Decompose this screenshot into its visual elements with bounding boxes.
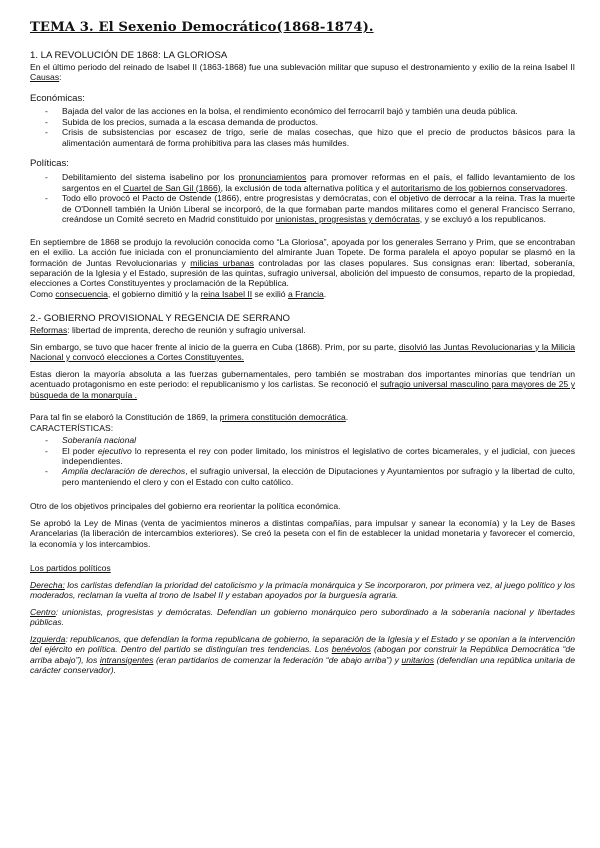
caracteristicas-label: CARACTERÍSTICAS: <box>30 422 114 433</box>
section-1-heading: 1. LA REVOLUCIÓN DE 1868: LA GLORIOSA <box>30 50 228 62</box>
centro-paragraph: Centro: unionistas, progresistas y demócratas. Defendían un gobierno monárquico pero subordinado a la soberanía nacional y libertades públicas. <box>30 606 575 628</box>
economicas-list <box>30 106 575 148</box>
mayoria-paragraph: Estas dieron la mayoría absoluta a las fuerzas gubernamentales, pero también se mostraban dos importantes minorías que tendrían un acentuado protagonismo en este periodo: el republicanismo y los carlistas. Se reconoció el sufragio universal masculino para mayores de 25 y búsqueda de la monarquía . <box>30 368 575 400</box>
consecuencia-paragraph: Como consecuencia, el gobierno dimitió y la reina Isabel II se exilió a Francia. <box>30 288 327 299</box>
gloriosa-paragraph: En septiembre de 1868 se produjo la revolución conocida como “La Gloriosa”, apoyada por los generales Serrano y Prim, que se encontraban en el exilio. La acción fue iniciada con el pronunciamiento del almirante Juan Topete. De forma paralela el apoyo popular se plasmó en la formación de Juntas Revolucionarias y milicias urbanas controladas por las clases populares. Sus consignas eran: libertad, soberanía, separación de la Iglesia y el Estado, supresión de las quintas, sufragio universal, abolición del impuesto de consumos, reparto de la propiedad, elecciones a Cortes Constituyentes y proclamación de la República. <box>30 236 575 289</box>
cuba-paragraph: Sin embargo, se tuvo que hacer frente al inicio de la guerra en Cuba (1868). Prim, por su parte, disolvió las Juntas Revolucionarias y la Milicia Nacional y convocó elecciones a Cortes Constituyentes. <box>30 341 576 363</box>
caracteristicas-list <box>30 435 575 487</box>
list-item: - Crisis de subsistencias por escasez de trigo, serie de malas cosechas, que hizo que el precio de productos básicos para la alimentación aumentará de forma prohibitiva para las clases más humildes. <box>30 127 575 148</box>
partidos-heading: Los partidos políticos <box>30 563 111 574</box>
list-item: - Soberanía nacional <box>30 435 575 445</box>
politicas-label: Políticas: <box>30 158 69 170</box>
list-item: - Bajada del valor de las acciones en la bolsa, el rendimiento económico del ferrocarril bajó y también una deuda pública. <box>30 106 575 116</box>
derecha-paragraph: Derecha: los carlistas defendían la prioridad del catolicismo y la primacía monárquica y Se incorporaron, por primera vez, al juego político y los moderados, reclaman la vuelta al trono de Isabel II y estaban apoyados por la burguesía agraria. <box>30 579 575 601</box>
list-item: - Todo ello provocó el Pacto de Ostende (1866), entre progresistas y demócratas, con el objetivo de derrocar a la reina. Tras la muerte de O'Donnell también la Unión Liberal se incorporó, de la que formaban parte mandos militares como el general Francisco Serrano, creándose un Comité secreto en Madrid constituido por unionistas, progresistas y demócratas, y se excluyó a los republicanos. <box>30 193 575 224</box>
list-item: - Subida de los precios, sumada a la escasa demanda de productos. <box>30 117 575 127</box>
reformas-paragraph: Reformas: libertad de imprenta, derecho de reunión y sufragio universal. <box>30 325 306 336</box>
economia-paragraph: Otro de los objetivos principales del gobierno era reorientar la política económica. <box>30 501 341 512</box>
list-item: - Debilitamiento del sistema isabelino por los pronunciamientos para promover reformas en el país, el fallido levantamiento de los sargentos en el Cuartel de San Gil (1866), la exclusión de toda alternativa política y el autoritarismo de los gobiernos conservadores. <box>30 172 575 193</box>
list-item: - El poder ejecutivo lo representa el rey con poder limitado, los ministros el legislativo de cortes bicamerales, y el judicial, con jueces independientes. <box>30 446 575 467</box>
izquierda-paragraph: Izquierda: republicanos, que defendían la forma republicana de gobierno, la separación de la Iglesia y el Estado y se oponían a la intervención del ejército en política. Dentro del partido se distinguían tres tendencias. Los benévolos (abogan por construir la República Democrática “de arriba abajo”), los intransigentes (eran partidarios de comenzar la federación “de abajo arriba”) y unitarios (defendían una república unitaria de carácter conservador). <box>30 633 575 676</box>
constitucion-paragraph: Para tal fin se elaboró la Constitución de 1869, la primera constitución democrática. <box>30 412 349 423</box>
section-2-heading: 2.- GOBIERNO PROVISIONAL Y REGENCIA DE SERRANO <box>30 313 290 325</box>
leyes-paragraph: Se aprobó la Ley de Minas (venta de yacimientos mineros a distintas compañías, para impulsar y sanear la economía) y la Ley de Bases Arancelarias (la liberación de intercambios exteriores). Se creó la peseta con el fin de establecer la unidad monetaria y favorecer el comercio, la economía y los intercambios. <box>30 517 575 549</box>
section-1-intro: En el último periodo del reinado de Isabel II (1863-1868) fue una sublevación militar que supuso el destronamiento y exilio de la reina Isabel II Causas: <box>30 61 575 83</box>
document-page <box>30 20 575 676</box>
politicas-list <box>30 172 575 224</box>
list-item: - Amplia declaración de derechos, el sufragio universal, la elección de Diputaciones y Ayuntamientos por sufragio y la libertad de culto, pero manteniendo el clero y con el Estado con culto católico. <box>30 466 575 487</box>
document-title: TEMA 3. El Sexenio Democrático(1868-1874). <box>30 20 374 35</box>
partidos-section <box>30 563 575 675</box>
economicas-label: Económicas: <box>30 92 85 104</box>
